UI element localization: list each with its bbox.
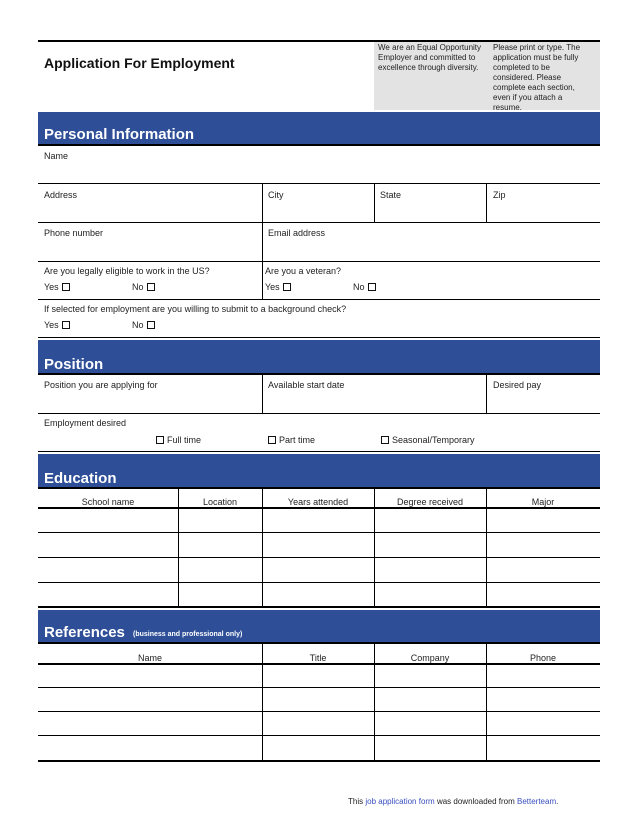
table-col-divider [486,644,487,760]
part-time-option[interactable] [268,435,315,446]
section-bar-position [38,340,600,373]
table-row-divider [38,557,600,558]
rule [38,144,600,146]
checkbox[interactable] [147,283,155,291]
section-bar-references [38,610,600,642]
veteran-no-option[interactable] [353,282,376,293]
rule [38,373,600,375]
rule [38,337,600,338]
divider [262,184,263,222]
equal-opportunity-note: We are an Equal Opportunity Employer and committed to excellence through diversity. [378,43,482,72]
rule [38,487,600,489]
divider [262,223,263,261]
full-time-option[interactable] [156,435,201,446]
betterteam-link[interactable]: Betterteam [516,797,557,806]
table-col-divider [374,644,375,760]
references-col-phone: Phone [529,653,557,663]
checkbox[interactable] [62,321,70,329]
yes-label: Yes [265,282,280,292]
yes-label: Yes [44,320,59,330]
rule [38,299,600,300]
no-label: No [132,320,144,330]
divider [486,375,487,413]
seasonal-option[interactable] [381,435,475,446]
checkbox[interactable] [147,321,155,329]
section-title-education: Education [44,470,117,487]
divider [262,262,263,299]
divider [262,375,263,413]
desired-pay-label: Desired pay [493,380,542,390]
address-label: Address [44,190,78,200]
divider [486,184,487,222]
education-col-degree: Degree received [396,497,464,507]
section-bar-personal [38,112,600,144]
background-no-option[interactable] [132,320,155,331]
checkbox[interactable] [268,436,276,444]
education-col-major: Major [531,497,555,507]
background-check-question: If selected for employment are you willing to submit to a background check? [44,304,347,314]
form-title: Application For Employment [44,55,235,71]
section-bar-education [38,454,600,487]
job-application-form-link[interactable]: job application form [365,797,435,806]
no-label: No [353,282,365,292]
section-title-position: Position [44,356,104,373]
rule [38,642,600,644]
position-applying-label: Position you are applying for [44,380,158,390]
section-title-references: References [44,624,125,641]
education-col-location: Location [202,497,238,507]
table-col-divider [486,489,487,606]
section-title-personal: Personal Information [44,126,195,143]
checkbox[interactable] [368,283,376,291]
start-date-label: Available start date [268,380,345,390]
table-row-divider [38,582,600,583]
eligible-question: Are you legally eligible to work in the US? [44,266,210,276]
education-col-years: Years attended [287,497,349,507]
background-yes-option[interactable] [44,320,70,331]
footer [348,797,558,806]
seasonal-label: Seasonal/Temporary [392,435,475,445]
divider [374,184,375,222]
checkbox[interactable] [62,283,70,291]
employment-desired-label: Employment desired [44,418,127,428]
references-col-title: Title [309,653,327,663]
rule [38,222,600,223]
eligible-no-option[interactable] [132,282,155,293]
table-col-divider [178,489,179,606]
phone-label: Phone number [44,228,104,238]
table-row-divider [38,711,600,712]
education-col-school: School name [81,497,135,507]
rule [38,451,600,452]
rule [38,663,600,665]
table-row-divider [38,532,600,533]
state-label: State [380,190,402,200]
table-col-divider [262,489,263,606]
references-col-company: Company [410,653,450,663]
table-row-divider [38,735,600,736]
table-bottom-rule [38,606,600,608]
table-col-divider [374,489,375,606]
yes-label: Yes [44,282,59,292]
name-label: Name [44,151,69,161]
veteran-question: Are you a veteran? [265,266,342,276]
table-bottom-rule [38,760,600,762]
checkbox[interactable] [283,283,291,291]
part-time-label: Part time [279,435,316,445]
city-label: City [268,190,284,200]
section-subtitle-references: (business and professional only) [133,631,243,638]
instructions-note: Please print or type. The application must be fully completed to be considered. Please complete each section, even if you attach a resume. [493,43,581,112]
no-label: No [132,282,144,292]
rule [38,413,600,414]
rule [38,261,600,262]
checkbox[interactable] [156,436,164,444]
eligible-yes-option[interactable] [44,282,70,293]
table-col-divider [262,644,263,760]
zip-label: Zip [493,190,506,200]
footer-text: was downloaded from [434,797,517,806]
veteran-yes-option[interactable] [265,282,291,293]
footer-text: . [556,797,559,806]
email-label: Email address [268,228,326,238]
references-col-name: Name [137,653,162,663]
rule [38,183,600,184]
name-field[interactable] [38,160,600,182]
rule [38,507,600,509]
footer-text: This [348,797,366,806]
checkbox[interactable] [381,436,389,444]
table-row-divider [38,687,600,688]
full-time-label: Full time [167,435,202,445]
